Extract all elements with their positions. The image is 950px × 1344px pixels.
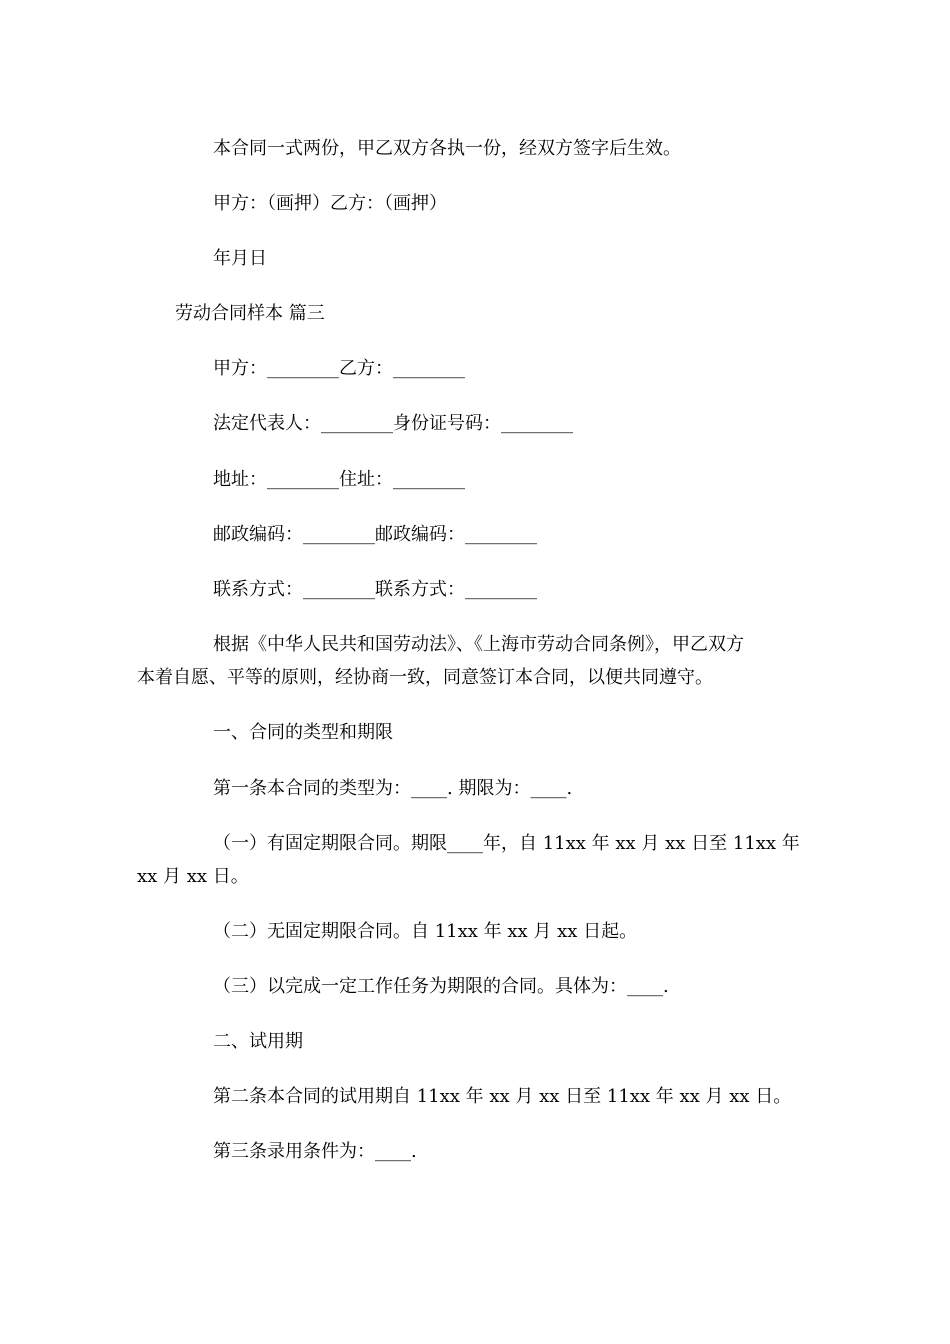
open-term-line: （二）无固定期限合同。自 11xx 年 xx 月 xx 日起。 xyxy=(213,921,638,942)
article-3: 第三条录用条件为：____. xyxy=(213,1141,417,1162)
signature-line: 甲方：（画押）乙方：（画押） xyxy=(213,193,447,214)
chapter-2-heading: 二、试用期 xyxy=(213,1031,303,1052)
fixed-term-line-1: （一）有固定期限合同。期限____年，自 11xx 年 xx 月 xx 日至 11xx 年 xyxy=(213,833,800,854)
article-2: 第二条本合同的试用期自 11xx 年 xx 月 xx 日至 11xx 年 xx 月 xx 日。 xyxy=(213,1086,792,1107)
address-line: 地址：________住址：________ xyxy=(213,469,465,490)
task-term-line: （三）以完成一定工作任务为期限的合同。具体为：____. xyxy=(213,976,669,997)
fixed-term-line-2: xx 月 xx 日。 xyxy=(137,866,249,887)
postcode-line: 邮政编码：________邮政编码：________ xyxy=(213,524,537,545)
date-line: 年月日 xyxy=(213,248,267,269)
effect-clause: 本合同一式两份，甲乙双方各执一份，经双方签字后生效。 xyxy=(213,138,681,159)
preamble-line-2: 本着自愿、平等的原则，经协商一致，同意签订本合同，以便共同遵守。 xyxy=(137,667,713,688)
chapter-1-heading: 一、合同的类型和期限 xyxy=(213,722,393,743)
section-title: 劳动合同样本 篇三 xyxy=(175,303,325,324)
contact-line: 联系方式：________联系方式：________ xyxy=(213,579,537,600)
representative-line: 法定代表人：________身份证号码：________ xyxy=(213,413,573,434)
party-line: 甲方：________乙方：________ xyxy=(213,358,465,379)
article-1: 第一条本合同的类型为：____. 期限为：____. xyxy=(213,778,573,799)
preamble-line-1: 根据《中华人民共和国劳动法》、《上海市劳动合同条例》，甲乙双方 xyxy=(213,634,744,655)
